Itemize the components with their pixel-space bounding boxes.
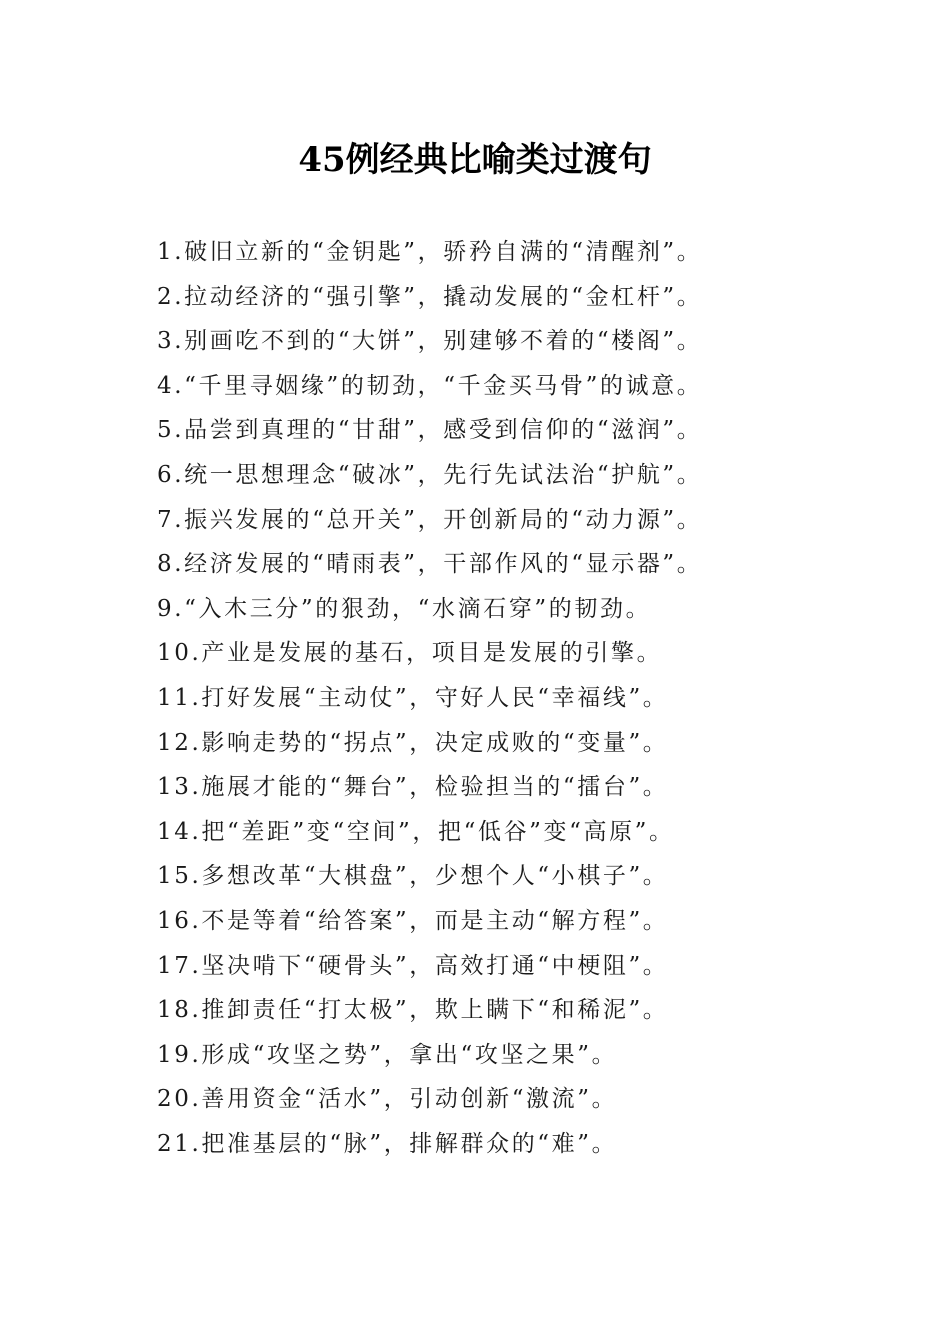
- list-item: 13.施展才能的“舞台”，检验担当的“擂台”。: [157, 774, 669, 801]
- list-item: 2.拉动经济的“强引擎”，撬动发展的“金杠杆”。: [157, 283, 703, 310]
- list-item: 17.坚决啃下“硬骨头”，高效打通“中梗阻”。: [157, 952, 669, 979]
- list-item: 7.振兴发展的“总开关”，开创新局的“动力源”。: [157, 506, 703, 533]
- list-item: 19.形成“攻坚之势”，拿出“攻坚之果”。: [157, 1041, 618, 1068]
- list-item: 10.产业是发展的基石，项目是发展的引擎。: [157, 640, 663, 667]
- document-title: 45例经典比喻类过渡句: [298, 140, 652, 180]
- list-item: 20.善用资金“活水”，引动创新“激流”。: [157, 1086, 618, 1113]
- list-item: 6.统一思想理念“破冰”，先行先试法治“护航”。: [157, 461, 703, 488]
- sentence-list: [157, 230, 917, 1166]
- list-item: 16.不是等着“给答案”，而是主动“解方程”。: [157, 907, 669, 934]
- list-item: 9.“入木三分”的狠劲，“水滴石穿”的韧劲。: [157, 595, 652, 622]
- list-item: 12.影响走势的“拐点”，决定成败的“变量”。: [157, 729, 669, 756]
- list-item: 21.把准基层的“脉”，排解群众的“难”。: [157, 1130, 618, 1157]
- list-item: 1.破旧立新的“金钥匙”，骄矜自满的“清醒剂”。: [157, 239, 703, 265]
- list-item: 15.多想改革“大棋盘”，少想个人“小棋子”。: [157, 863, 669, 890]
- list-item: 5.品尝到真理的“甘甜”，感受到信仰的“滋润”。: [157, 417, 703, 444]
- list-item: 4.“千里寻姻缘”的韧劲，“千金买马骨”的诚意。: [157, 372, 703, 399]
- list-item: 8.经济发展的“晴雨表”，干部作风的“显示器”。: [157, 551, 703, 578]
- list-item: 11.打好发展“主动仗”，守好人民“幸福线”。: [157, 684, 669, 711]
- list-item: 18.推卸责任“打太极”，欺上瞒下“和稀泥”。: [157, 997, 669, 1024]
- list-item: 14.把“差距”变“空间”，把“低谷”变“高原”。: [157, 818, 675, 845]
- list-item: 3.别画吃不到的“大饼”，别建够不着的“楼阁”。: [157, 328, 703, 355]
